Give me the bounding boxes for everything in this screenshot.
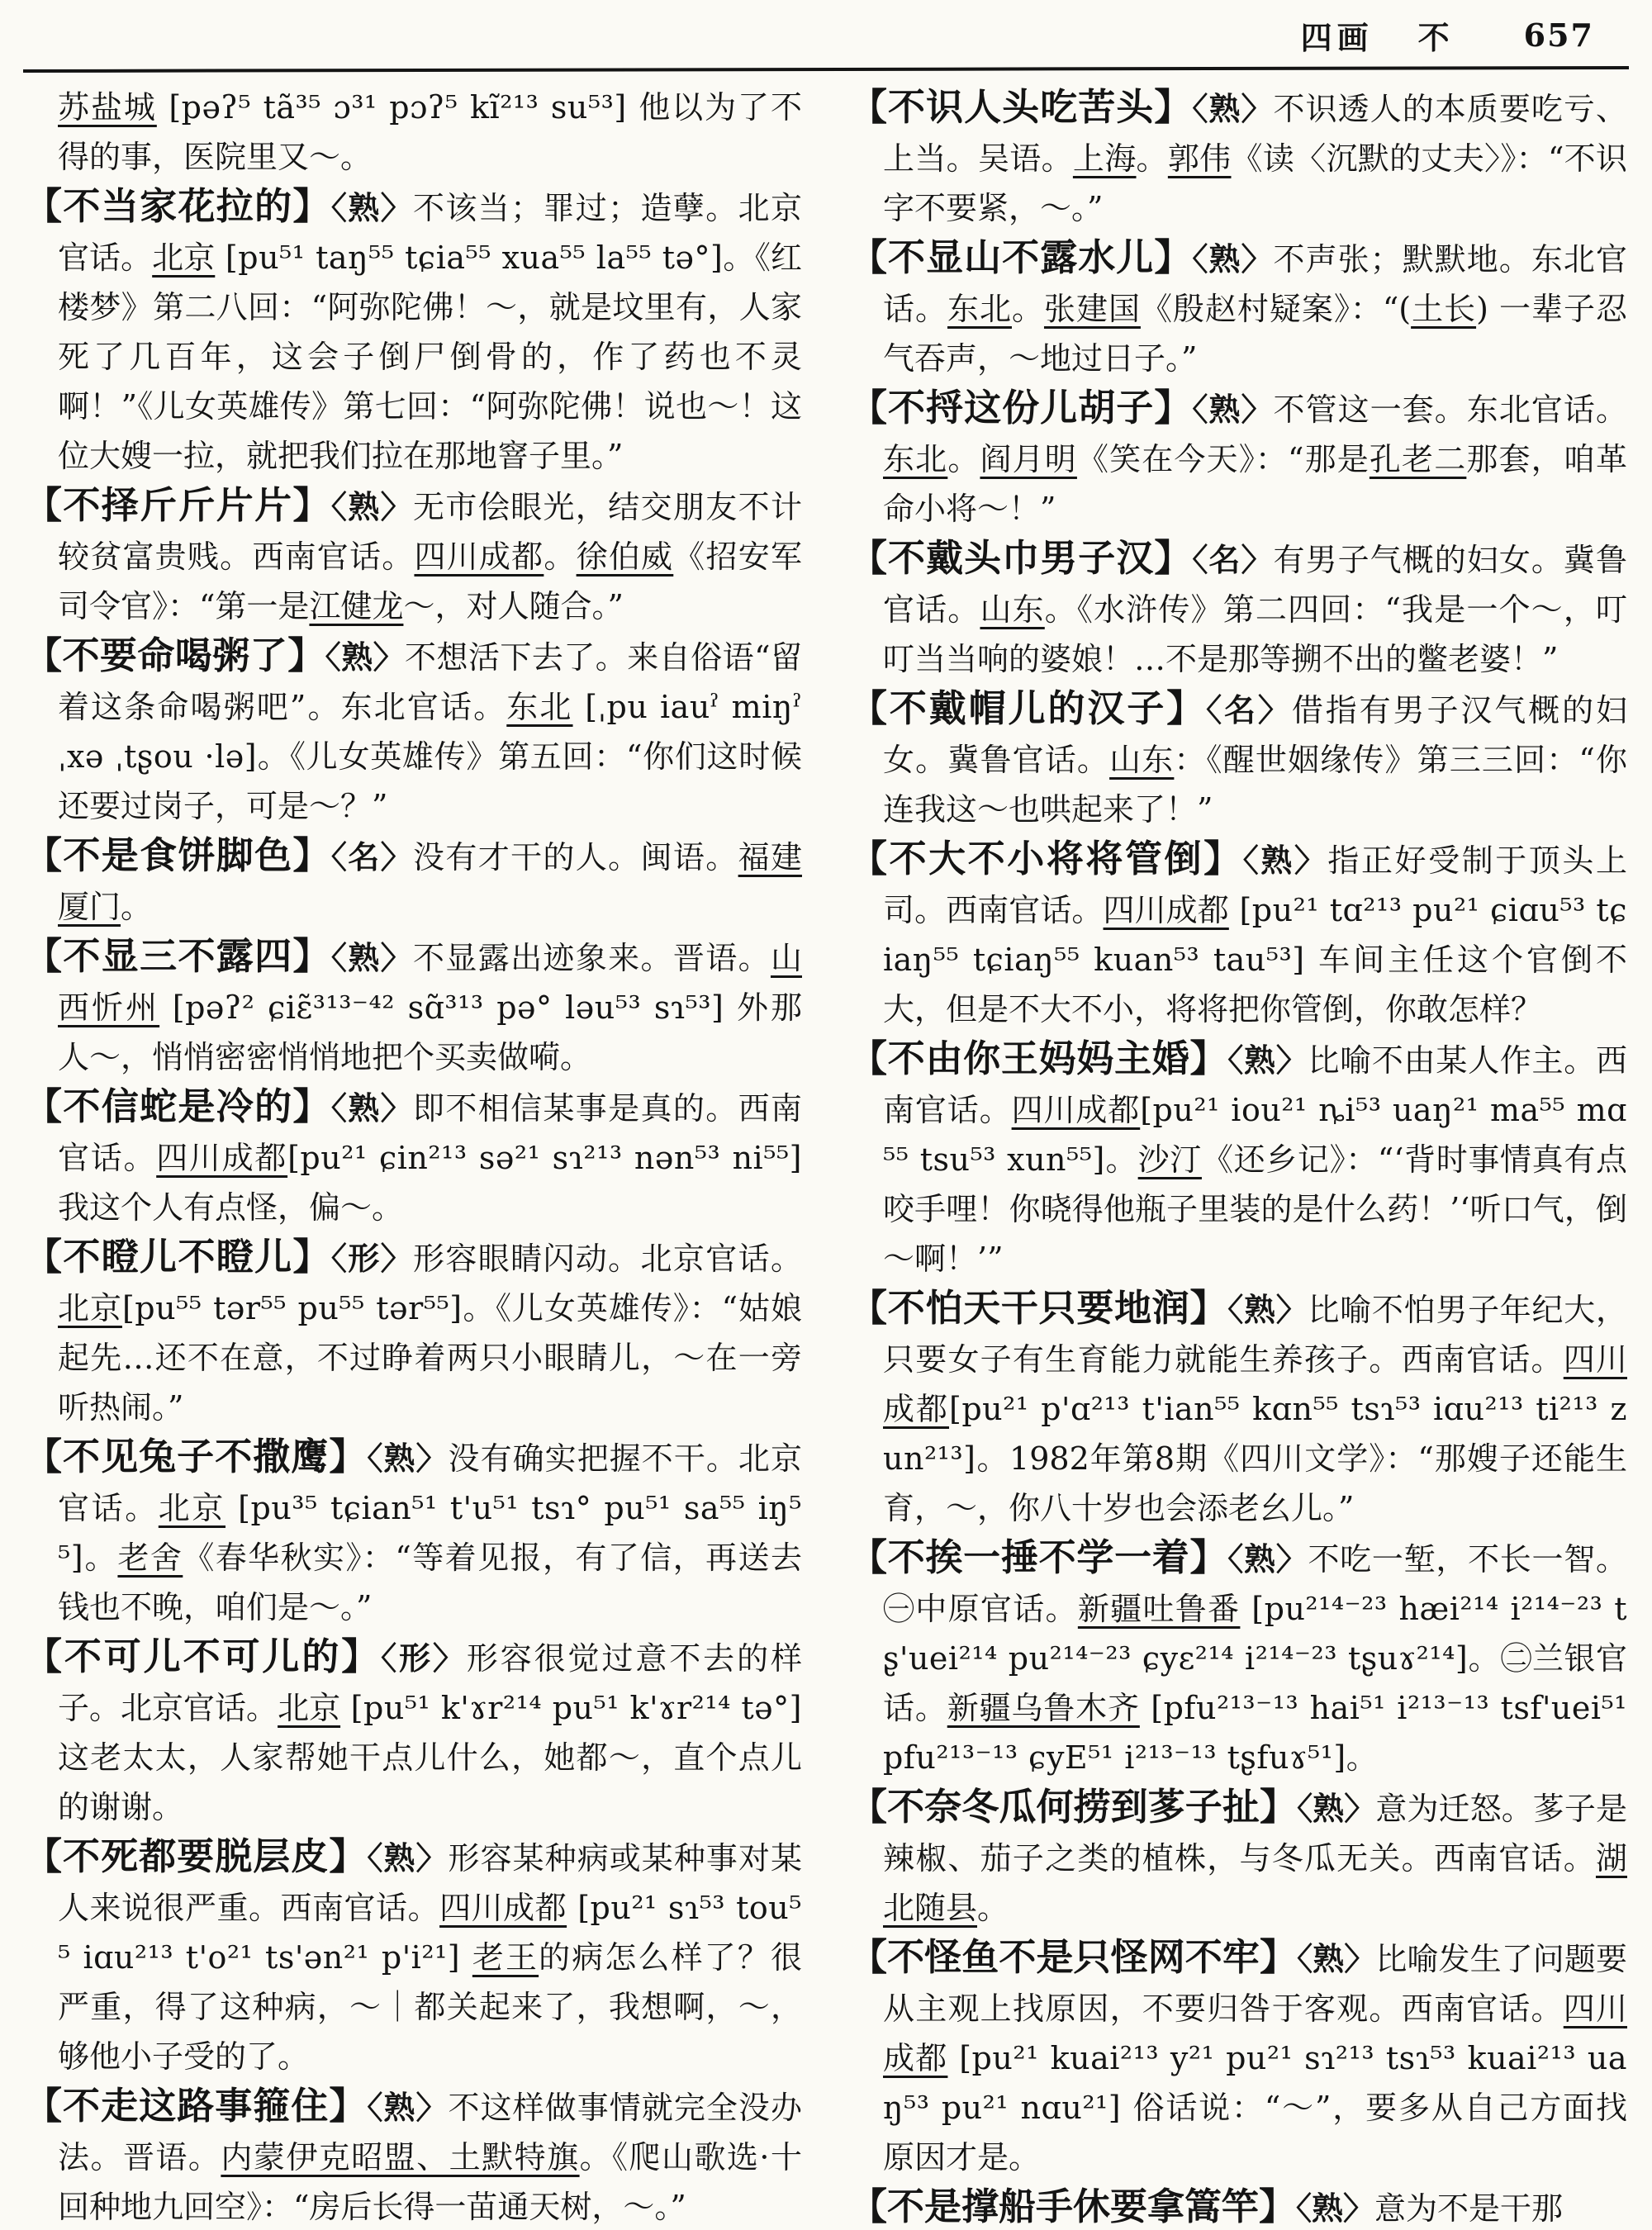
- page-number: 657: [1523, 16, 1594, 54]
- entry-text: 意为迁怒。茤子是辣椒、茄子之类的植株，与冬瓜无关。西南官话。: [883, 1791, 1627, 1877]
- header-rule: [23, 66, 1629, 73]
- dict-entry: [850, 834, 1627, 1034]
- entry-headword: 【不是食饼脚色】: [25, 833, 331, 877]
- entry-text: 《红楼梦》第二八回：“阿弥陀佛！～，就是坟里有，人家死了几百年，这会子倒尸倒骨的，作了药也不灵啊！”《儿女英雄传》第七回：“阿弥陀佛！说也～！这位大嫂一拉，就把我们拉在那地窨子里。”: [58, 240, 802, 474]
- dict-entry: [25, 2081, 802, 2227]
- entry-text: 1982年第8期《四川文学》：“那嫂子还能生育，～，你八十岁也会添老幺儿。”: [883, 1440, 1627, 1526]
- proper-noun: 四川成都: [1011, 1092, 1141, 1128]
- entry-text: 比喻发生了问题要从主观上找原因，不要归咎于客观。西南官话。: [883, 1941, 1627, 2027]
- part-of-speech-label: 〈熟〉: [1192, 391, 1274, 428]
- entry-text: 。: [121, 889, 153, 925]
- proper-noun: 江健龙: [309, 588, 404, 624]
- dict-entry: [850, 534, 1627, 684]
- entry-text: 。: [947, 441, 980, 477]
- dict-entry: [25, 83, 802, 182]
- entry-text: ) 一辈子忍气吞声，～地过日子。”: [883, 291, 1627, 377]
- proper-noun: 上海: [1072, 140, 1137, 177]
- entry-text: 俗话说：“～”，要多从自己方面找原因才是。: [883, 2090, 1627, 2175]
- entry-headword: 【不怪鱼不是只怪网不牢】: [850, 1935, 1298, 1979]
- proper-noun: 东北: [883, 441, 948, 477]
- entry-text: 意为不是干那: [1374, 2190, 1564, 2227]
- part-of-speech-label: 〈名〉: [1192, 541, 1274, 578]
- entry-text: 《儿女英雄传》第五回：“你们这时候还要过岗子，可是～？”: [58, 738, 802, 824]
- dict-entry: [25, 1832, 802, 2081]
- entry-headword: 【不可儿不可儿的】: [25, 1635, 382, 1678]
- part-of-speech-label: 〈形〉: [381, 1639, 467, 1677]
- phonetic-transcription: [pu³⁵ tɕian⁵¹ t'u⁵¹ tsɿ° pu⁵¹ sa⁵⁵ iŋ⁵⁵]。: [58, 1490, 802, 1576]
- part-of-speech-label: 〈名〉: [330, 838, 413, 875]
- part-of-speech-label: 〈熟〉: [1192, 90, 1274, 127]
- entry-headword: 【不显三不露四】: [25, 934, 331, 978]
- phonetic-transcription: [pu²¹⁴⁻²³ hæi²¹⁴ i²¹⁴⁻²³ tʂ'uei²¹⁴ pu²¹⁴⁻²³ ɕyɛ²¹⁴ i²¹⁴⁻²³ tʂuɤ²¹⁴]。: [883, 1591, 1627, 1677]
- dict-entry: [25, 481, 802, 631]
- page-header: [0, 12, 1594, 58]
- entry-headword: 【不死都要脱层皮】: [25, 1834, 368, 1878]
- entry-text: 。: [1011, 291, 1044, 327]
- dict-entry: [850, 1782, 1627, 1933]
- entry-text: 《殷赵村疑案》：“(: [1140, 291, 1412, 327]
- entry-headword: 【不信蛇是冷的】: [25, 1084, 331, 1128]
- phonetic-transcription: [pfu²¹³⁻¹³ hai⁵¹ i²¹³⁻¹³ tsf'uei⁵¹ pfu²¹³⁻¹³ ɕyE⁵¹ i²¹³⁻¹³ tʂfuɤ⁵¹]。: [883, 1690, 1627, 1776]
- text-columns: [25, 83, 1627, 2227]
- dict-entry: [850, 2182, 1627, 2227]
- entry-text: 的病怎么样了？很严重，得了这种病，～｜都关起来了，我想啊，～，够他小子受的了。: [58, 1939, 802, 2075]
- dict-entry: [25, 631, 802, 831]
- part-of-speech-label: 〈熟〉: [1227, 1041, 1308, 1079]
- part-of-speech-label: 〈熟〉: [1297, 1940, 1376, 1977]
- right-column: [850, 83, 1627, 2227]
- part-of-speech-label: 〈熟〉: [1242, 842, 1328, 879]
- proper-noun: 四川成都: [883, 1990, 1627, 2076]
- part-of-speech-label: 〈熟〉: [1192, 240, 1274, 278]
- entry-text: 即不相信某事是真的。西南官话。: [58, 1090, 802, 1176]
- entry-text: 车间主任这个官倒不大，但是不大不小，将将把你管倒，你敢怎样？: [883, 942, 1627, 1027]
- phonetic-transcription: [pu²¹ tɑ²¹³ pu²¹ ɕiɑu⁵³ tɕiaŋ⁵⁵ tɕiaŋ⁵⁵ kuan⁵³ tau⁵³]: [883, 892, 1627, 978]
- part-of-speech-label: 〈熟〉: [1227, 1291, 1308, 1328]
- entry-text: 指正好受制于顶头上司。西南官话。: [883, 842, 1627, 928]
- phonetic-transcription: [pu²¹ ɕin²¹³ sə²¹ sɿ²¹³ nən⁵³ ni⁵⁵]: [287, 1140, 802, 1176]
- dict-entry: [850, 1034, 1627, 1283]
- dict-entry: [25, 1232, 802, 1432]
- entry-text: 不这样做事情就完全没办法。晋语。: [58, 2090, 802, 2175]
- part-of-speech-label: 〈熟〉: [325, 638, 406, 676]
- entry-text: 这老太太，人家帮她干点儿什么，她都～，直个点儿的谢谢。: [58, 1739, 802, 1825]
- entry-text: 借指有男子汉气概的妇女。冀鲁官话。: [883, 692, 1627, 778]
- proper-noun: 北京: [278, 1690, 341, 1726]
- entry-text: 那套，咱革命小将～！”: [883, 441, 1627, 527]
- dict-entry: [850, 1933, 1627, 2182]
- entry-text: 无市侩眼光，结交朋友不计较贫富贵贱。西南官话。: [58, 489, 802, 575]
- entry-text: ～，对人随合。”: [403, 588, 624, 624]
- proper-noun: 新疆吐鲁番: [1077, 1591, 1241, 1627]
- entry-text: 不识透人的本质要吃亏、上当。吴语。: [883, 91, 1627, 177]
- entry-text: 我这个人有点怪，偏～。: [58, 1189, 404, 1226]
- part-of-speech-label: 〈熟〉: [330, 1089, 413, 1127]
- entry-text: 形容眼睛闪动。北京官话。: [413, 1241, 802, 1277]
- entry-text: 不管这一套。东北官话。: [1273, 391, 1627, 428]
- phonetic-transcription: [pu²¹ p'ɑ²¹³ t'ian⁵⁵ kɑn⁵⁵ tsɿ⁵³ iɑu²¹³ ti²¹³ zun²¹³]。: [883, 1391, 1627, 1477]
- entry-headword: 【不见兔子不撒鹰】: [25, 1435, 368, 1478]
- phonetic-transcription: [pu⁵⁵ tər⁵⁵ pu⁵⁵ tər⁵⁵]。: [121, 1290, 496, 1326]
- entry-headword: 【不走这路事箍住】: [25, 2084, 368, 2128]
- proper-noun: 四川成都: [414, 539, 544, 575]
- dict-entry: [25, 831, 802, 932]
- entry-headword: 【不显山不露水儿】: [850, 235, 1193, 279]
- phonetic-transcription: [pəʔ⁵ tã³⁵ ɔ³¹ pɔʔ⁵ kĩ²¹³ su⁵³]: [156, 89, 639, 126]
- entry-headword: 【不瞪儿不瞪儿】: [25, 1235, 331, 1279]
- proper-noun: 四川成都: [1103, 892, 1229, 928]
- proper-noun: 四川成都: [156, 1140, 288, 1176]
- entry-text: 不显露出迹象来。晋语。: [412, 940, 771, 976]
- part-of-speech-label: 〈熟〉: [330, 939, 413, 976]
- entry-headword: 【不择斤斤片片】: [25, 483, 331, 527]
- entry-text: 他以为了不得的事，医院里又～。: [58, 89, 802, 175]
- proper-noun: 孔老二: [1369, 441, 1467, 477]
- proper-noun: 福建厦门: [58, 839, 802, 925]
- proper-noun: 山东: [1109, 742, 1175, 778]
- entry-headword: 【不挨一捶不学一着】: [850, 1535, 1228, 1579]
- left-column: [25, 83, 802, 2227]
- proper-noun: 山东: [980, 591, 1045, 628]
- dict-entry: [850, 684, 1627, 834]
- dict-entry: [25, 932, 802, 1082]
- entry-text: 不该当；罪过；造孽。北京官话。: [58, 190, 802, 276]
- part-of-speech-label: 〈熟〉: [1297, 1790, 1376, 1827]
- section-label: 四画: [1300, 18, 1374, 56]
- proper-noun: 湖北随县: [883, 1840, 1627, 1926]
- entry-headword: 【不由你王妈妈主婚】: [850, 1037, 1228, 1080]
- phonetic-transcription: [pu⁵¹ k'ɤr²¹⁴ pu⁵¹ k'ɤr²¹⁴ tə°]: [340, 1690, 802, 1726]
- proper-noun: 北京: [152, 240, 216, 276]
- entry-headword: 【不要命喝粥了】: [25, 633, 325, 677]
- entry-headword: 【不奈冬瓜何捞到茤子扯】: [850, 1785, 1298, 1829]
- entry-headword: 【不识人头吃苦头】: [850, 85, 1193, 129]
- section-character: 不: [1417, 18, 1455, 56]
- part-of-speech-label: 〈熟〉: [330, 488, 413, 525]
- proper-noun: 阎月明: [980, 441, 1077, 477]
- entry-text: ：《醒世姻缘传》第三三回：“你连我这～也哄起来了！”: [883, 742, 1627, 828]
- entry-text: 《还乡记》：“‘背时事情真有点咬手哩！你晓得他瓶子里装的是什么药！’‘听口气，倒～啊！’”: [883, 1141, 1627, 1277]
- proper-noun: 东北: [506, 689, 573, 725]
- proper-noun: 山西忻州: [58, 940, 802, 1026]
- entry-text: 。: [1136, 140, 1168, 177]
- entry-text: 。《水浒传》第二四回：“我是一个～，叮叮当当响的婆娘！…不是那等搠不出的鳖老婆！”: [883, 591, 1627, 677]
- proper-noun: 郭伟: [1167, 140, 1232, 177]
- entry-text: 。: [977, 1890, 1009, 1926]
- proper-noun: 土长: [1411, 291, 1477, 327]
- dict-entry: [850, 1283, 1627, 1533]
- entry-text: 。《爬山歌选·十回种地九回空》：“房后长得一苗通天树，～。”: [58, 2139, 802, 2225]
- part-of-speech-label: 〈熟〉: [330, 189, 413, 226]
- proper-noun: 老王: [472, 1939, 539, 1976]
- phonetic-transcription: [ˌpu iauˀ miŋˀ ˌxə ˌtʂou ·lə]。: [58, 689, 802, 775]
- part-of-speech-label: 〈熟〉: [367, 1839, 449, 1877]
- entry-text: 《春华秋实》：“等着见报，有了信，再送去钱也不晚，咱们是～。”: [58, 1540, 802, 1625]
- entry-text: 有男子气概的妇女。冀鲁官话。: [883, 542, 1627, 628]
- entry-text: 《读〈沉默的丈夫〉》：“不识字不要紧，～。”: [883, 140, 1627, 226]
- proper-noun: 徐伯威: [576, 539, 674, 575]
- phonetic-transcription: [pəʔ² ɕiɛ̃³¹³⁻⁴² sɑ̃³¹³ pə° ləu⁵³ sɿ⁵³]: [159, 989, 737, 1026]
- proper-noun: 沙汀: [1137, 1141, 1202, 1178]
- part-of-speech-label: 〈名〉: [1206, 691, 1292, 728]
- entry-text: 不吃一堑，不长一智。㊀中原官话。: [883, 1541, 1627, 1627]
- dict-entry: [25, 1632, 802, 1832]
- entry-text: 没有才干的人。闽语。: [412, 839, 738, 875]
- entry-text: 外那人～，悄悄密密悄悄地把个买卖做嗬。: [58, 989, 802, 1075]
- dict-entry: [850, 383, 1627, 534]
- proper-noun: 老舍: [117, 1540, 183, 1576]
- entry-headword: 【不怕天干只要地润】: [850, 1286, 1228, 1330]
- proper-noun: 苏盐城: [58, 89, 157, 126]
- entry-headword: 【不捋这份儿胡子】: [850, 386, 1193, 429]
- part-of-speech-label: 〈熟〉: [367, 1440, 449, 1477]
- proper-noun: 四川成都: [439, 1890, 567, 1926]
- entry-text: 形容某种病或某种事对某人来说很严重。西南官话。: [58, 1840, 802, 1926]
- phonetic-transcription: [pu⁵¹ taŋ⁵⁵ tɕia⁵⁵ xua⁵⁵ la⁵⁵ tə°]。: [215, 240, 755, 276]
- entry-text: 形容很觉过意不去的样子。北京官话。: [58, 1640, 802, 1726]
- entry-headword: 【不当家花拉的】: [25, 184, 331, 228]
- dict-entry: [850, 1533, 1627, 1782]
- dict-entry: [25, 1082, 802, 1232]
- part-of-speech-label: 〈熟〉: [367, 2089, 449, 2126]
- entry-text: 《招安军司令官》：“第一是: [58, 539, 802, 624]
- entry-text: 不声张；默默地。东北官话。: [883, 241, 1627, 327]
- entry-headword: 【不戴帽儿的汉子】: [850, 686, 1207, 730]
- dict-entry: [850, 83, 1627, 233]
- part-of-speech-label: 〈熟〉: [1227, 1540, 1308, 1578]
- proper-noun: 东北: [947, 291, 1012, 327]
- entry-text: 比喻不由某人作主。西南官话。: [883, 1042, 1627, 1128]
- part-of-speech-label: 〈形〉: [330, 1240, 413, 1277]
- proper-noun: 新疆乌鲁木齐: [947, 1690, 1140, 1726]
- entry-text: 《儿女英雄传》：“姑娘起先…还不在意，不过睁着两只小眼睛儿，～在一旁听热闹。”: [58, 1290, 802, 1426]
- entry-text: ㊁兰银官话。: [883, 1640, 1627, 1726]
- part-of-speech-label: 〈熟〉: [1296, 2190, 1375, 2227]
- proper-noun: 北京: [158, 1490, 225, 1526]
- proper-noun: 北京: [58, 1290, 122, 1326]
- proper-noun: 内蒙伊克昭盟、土默特旗: [221, 2139, 580, 2175]
- entry-headword: 【不大不小将将管倒】: [850, 837, 1243, 880]
- proper-noun: 四川成都: [883, 1341, 1627, 1427]
- dict-entry: [25, 182, 802, 481]
- entry-text: 没有确实把握不干。北京官话。: [58, 1440, 802, 1526]
- phonetic-transcription: [pu²¹ sɿ⁵³ tou⁵⁵ iɑu²¹³ t'o²¹ ts'ən²¹ p'i²¹]: [58, 1890, 802, 1976]
- entry-text: 比喻不怕男子年纪大，只要女子有生育能力就能生养孩子。西南官话。: [883, 1292, 1627, 1378]
- entry-headword: 【不戴头巾男子汉】: [850, 536, 1193, 580]
- phonetic-transcription: [pu²¹ kuai²¹³ y²¹ pu²¹ sɿ²¹³ tsɿ⁵³ kuai²¹³ uaŋ⁵³ pu²¹ nɑu²¹]: [883, 2040, 1627, 2126]
- entry-text: 不想活下去了。来自俗语“留着这条命喝粥吧”。东北官话。: [58, 639, 802, 725]
- entry-text: 。: [544, 539, 577, 575]
- phonetic-transcription: [pu²¹ iou²¹ ȵi⁵³ uaŋ²¹ ma⁵⁵ mɑ⁵⁵ tsu⁵³ xun⁵⁵]。: [883, 1092, 1627, 1178]
- entry-text: 《笑在今天》：“那是: [1076, 441, 1370, 477]
- dict-entry: [25, 1432, 802, 1632]
- entry-headword: 【不是撑船手休要拿篙竿】: [850, 2185, 1297, 2227]
- proper-noun: 张建国: [1043, 291, 1141, 327]
- dict-entry: [850, 233, 1627, 383]
